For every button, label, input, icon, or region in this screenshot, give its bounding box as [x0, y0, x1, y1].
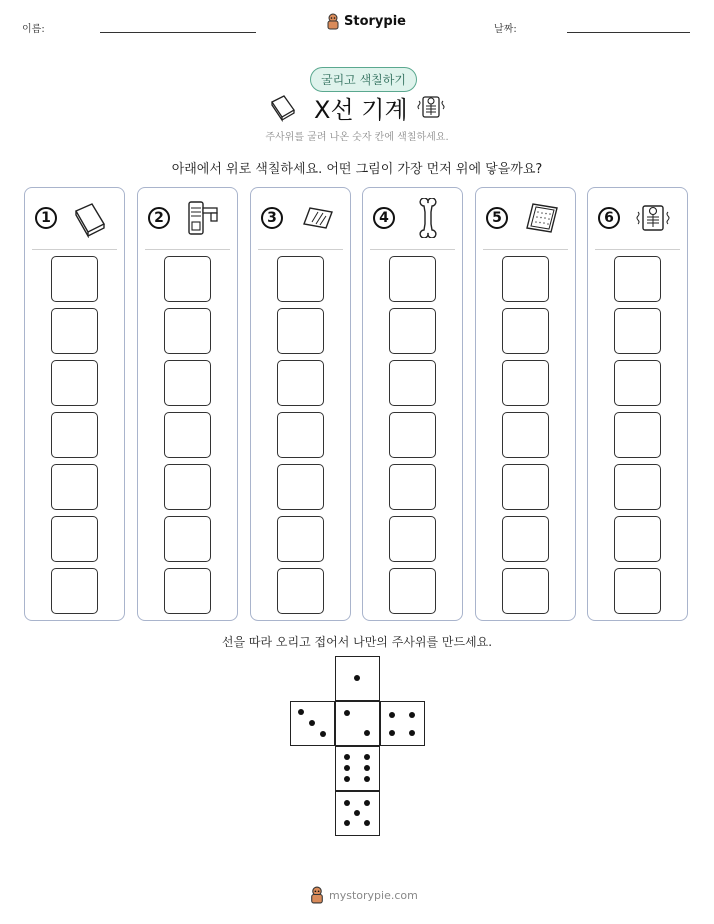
brand-name: Storypie	[344, 14, 406, 29]
color-cell[interactable]	[164, 308, 211, 354]
color-cell[interactable]	[389, 516, 436, 562]
color-cell[interactable]	[164, 516, 211, 562]
color-cell[interactable]	[277, 516, 324, 562]
pip	[320, 731, 326, 737]
dice-face-6	[335, 746, 380, 791]
xray-machine-icon	[183, 198, 223, 238]
color-cell[interactable]	[277, 464, 324, 510]
pip	[344, 710, 350, 716]
color-cell[interactable]	[614, 360, 661, 406]
column-divider	[145, 249, 230, 250]
storypie-mascot-icon	[309, 886, 325, 904]
column-number: 4	[373, 207, 395, 229]
color-cell[interactable]	[502, 256, 549, 302]
pip	[309, 720, 315, 726]
pip	[344, 754, 350, 760]
column-number: 5	[486, 207, 508, 229]
pip	[344, 765, 350, 771]
color-cell[interactable]	[164, 360, 211, 406]
color-cell[interactable]	[389, 360, 436, 406]
subtitle: 주사위를 굴려 나온 숫자 칸에 색칠하세요.	[265, 132, 449, 143]
color-cell[interactable]	[502, 568, 549, 614]
color-cell[interactable]	[614, 412, 661, 458]
color-cell[interactable]	[614, 516, 661, 562]
color-cell[interactable]	[614, 568, 661, 614]
pip	[364, 776, 370, 782]
column-4	[362, 187, 463, 621]
color-cell[interactable]	[277, 308, 324, 354]
color-cell[interactable]	[51, 256, 98, 302]
color-cell[interactable]	[51, 360, 98, 406]
pip	[364, 730, 370, 736]
column-6	[587, 187, 688, 621]
color-cell[interactable]	[389, 256, 436, 302]
pip	[364, 800, 370, 806]
title-book-icon	[268, 92, 298, 122]
footer-url[interactable]: mystorypie.com	[329, 888, 418, 902]
color-cell[interactable]	[164, 256, 211, 302]
bone-icon	[408, 198, 448, 238]
pip	[354, 810, 360, 816]
color-cell[interactable]	[614, 256, 661, 302]
column-3	[250, 187, 351, 621]
color-cell[interactable]	[502, 308, 549, 354]
color-cell[interactable]	[502, 516, 549, 562]
column-divider	[258, 249, 343, 250]
color-cell[interactable]	[502, 360, 549, 406]
date-line[interactable]	[567, 32, 690, 33]
column-divider	[595, 249, 680, 250]
footer	[309, 886, 418, 904]
brand-logo	[326, 13, 406, 30]
color-cell[interactable]	[614, 308, 661, 354]
column-number: 3	[261, 207, 283, 229]
color-cell[interactable]	[277, 256, 324, 302]
column-number: 2	[148, 207, 170, 229]
color-cell[interactable]	[51, 464, 98, 510]
dice-instruction: 선을 따라 오리고 접어서 나만의 주사위를 만드세요.	[221, 635, 493, 649]
pip	[344, 820, 350, 826]
pip	[364, 820, 370, 826]
activity-tag: 굴리고 색칠하기	[310, 67, 417, 92]
column-divider	[370, 249, 455, 250]
color-cell[interactable]	[389, 412, 436, 458]
dice-face-1	[335, 656, 380, 701]
date-label: 날짜:	[494, 24, 517, 35]
column-1	[24, 187, 125, 621]
title-xray-skeleton-icon	[416, 91, 446, 123]
color-cell[interactable]	[502, 412, 549, 458]
pip	[298, 709, 304, 715]
pip	[344, 800, 350, 806]
color-cell[interactable]	[164, 412, 211, 458]
pip	[364, 754, 370, 760]
dice-face-5	[335, 791, 380, 836]
color-cell[interactable]	[164, 464, 211, 510]
storypie-mascot-icon	[326, 13, 340, 30]
color-cell[interactable]	[502, 464, 549, 510]
dice-face-3	[290, 701, 335, 746]
dice-face-4	[380, 701, 425, 746]
xray-skeleton-icon	[633, 198, 673, 238]
color-cell[interactable]	[277, 568, 324, 614]
color-cell[interactable]	[389, 308, 436, 354]
pip	[364, 765, 370, 771]
color-cell[interactable]	[389, 464, 436, 510]
column-divider	[483, 249, 568, 250]
book-icon	[70, 198, 110, 238]
pip	[354, 675, 360, 681]
column-number: 6	[598, 207, 620, 229]
pip	[409, 712, 415, 718]
dice-face-2	[335, 701, 380, 746]
color-cell[interactable]	[277, 360, 324, 406]
color-cell[interactable]	[389, 568, 436, 614]
xray-film-icon	[296, 198, 336, 238]
name-line[interactable]	[100, 32, 256, 33]
pip	[389, 712, 395, 718]
color-cell[interactable]	[614, 464, 661, 510]
color-cell[interactable]	[164, 568, 211, 614]
color-cell[interactable]	[51, 568, 98, 614]
color-cell[interactable]	[277, 412, 324, 458]
page-title: X선 기계	[314, 96, 408, 124]
column-divider	[32, 249, 117, 250]
pip	[409, 730, 415, 736]
column-5	[475, 187, 576, 621]
name-label: 이름:	[22, 24, 45, 35]
color-cell[interactable]	[51, 516, 98, 562]
column-2	[137, 187, 238, 621]
color-cell[interactable]	[51, 308, 98, 354]
xray-panel-icon	[521, 198, 561, 238]
pip	[389, 730, 395, 736]
column-number: 1	[35, 207, 57, 229]
pip	[344, 776, 350, 782]
color-cell[interactable]	[51, 412, 98, 458]
instruction-text: 아래에서 위로 색칠하세요. 어떤 그림이 가장 먼저 위에 닿을까요?	[171, 162, 543, 177]
